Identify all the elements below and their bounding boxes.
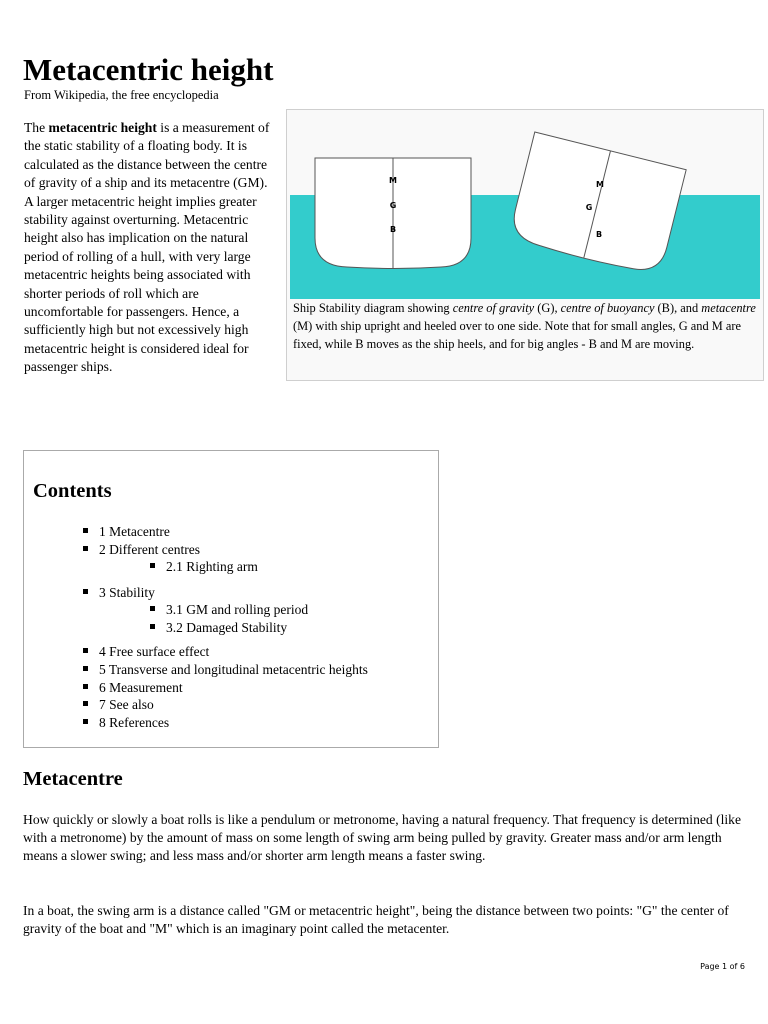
upright-m-label: M	[389, 176, 397, 185]
toc-link-righting-arm[interactable]: 2.1 Righting arm	[150, 558, 258, 575]
toc-link-free-surface-effect[interactable]: 4 Free surface effect	[83, 643, 209, 660]
toc-link-stability[interactable]: 3 Stability	[83, 584, 155, 601]
page-number: Page 1 of 6	[700, 962, 745, 971]
heeled-b-label: B	[595, 230, 603, 239]
page-title: Metacentric height	[23, 52, 274, 87]
table-of-contents	[23, 450, 439, 748]
lead-term: metacentric height	[48, 120, 157, 135]
toc-link-see-also[interactable]: 7 See also	[83, 696, 154, 713]
toc-link-measurement[interactable]: 6 Measurement	[83, 679, 183, 696]
heeled-m-label: M	[596, 180, 604, 189]
ship-stability-diagram	[290, 113, 760, 299]
toc-link-references[interactable]: 8 References	[83, 714, 169, 731]
toc-title: Contents	[33, 480, 112, 502]
toc-link-metacentre[interactable]: 1 Metacentre	[83, 523, 170, 540]
metacentre-paragraph-2: In a boat, the swing arm is a distance called "GM or metacentric height", being the distance between two points: "G" the center of gravity of the boat and "M" which is an imaginary point called the metacenter.	[23, 903, 729, 937]
lead-paragraph: M G B M G B Ship Stability diagram showing centre of gravity (G), centre of buoyancy (B), and metacentre (M) with ship upright and heeled over to one side. Note that for small angles, G and M are fixed, while B moves as the ship heels, and for big angles - B and M are moving. The metacentric height is a measurement of the static stability of a floating body. It is calculated as the distance between the centre of gravity of a ship and its metacentre (GM). A larger metacentric height implies greater stability against overturning. Metacentric height also has implication on the natural period of rolling of a hull, with very large metacentric heights being associated with shorter periods of roll which are uncomfortable for passengers. Hence, a sufficiently high but not excessively high metacentric height is considered ideal for passenger ships.	[24, 119, 754, 387]
page-subtitle: From Wikipedia, the free encyclopedia	[24, 88, 219, 102]
toc-link-different-centres[interactable]: 2 Different centres	[83, 541, 200, 558]
toc-link-damaged-stability[interactable]: 3.2 Damaged Stability	[150, 619, 287, 636]
metacentre-paragraph-1: How quickly or slowly a boat rolls is like a pendulum or metronome, having a natural frequency. That frequency is determined (like with a metronome) by the amount of mass on some length of swing arm being pulled by gravity. Greater mass and/or arm length means a slower swing; and less mass and/or shorter arm length means a faster swing.	[23, 812, 741, 864]
figure-caption: Ship Stability diagram showing centre of gravity (G), centre of buoyancy (B), and metacentre (M) with ship upright and heeled over to one side. Note that for small angles, G and M are fixed, while B moves as the ship heels, and for big angles - B and M are moving.	[293, 301, 756, 352]
heeled-g-label: G	[585, 203, 593, 212]
ship-stability-figure	[286, 109, 764, 381]
section-heading-metacentre: Metacentre	[23, 768, 123, 790]
toc-link-metacentric-heights[interactable]: 5 Transverse and longitudinal metacentric heights	[83, 661, 368, 678]
upright-b-label: B	[389, 225, 397, 234]
toc-link-gm-rolling-period[interactable]: 3.1 GM and rolling period	[150, 601, 308, 618]
upright-g-label: G	[389, 201, 397, 210]
